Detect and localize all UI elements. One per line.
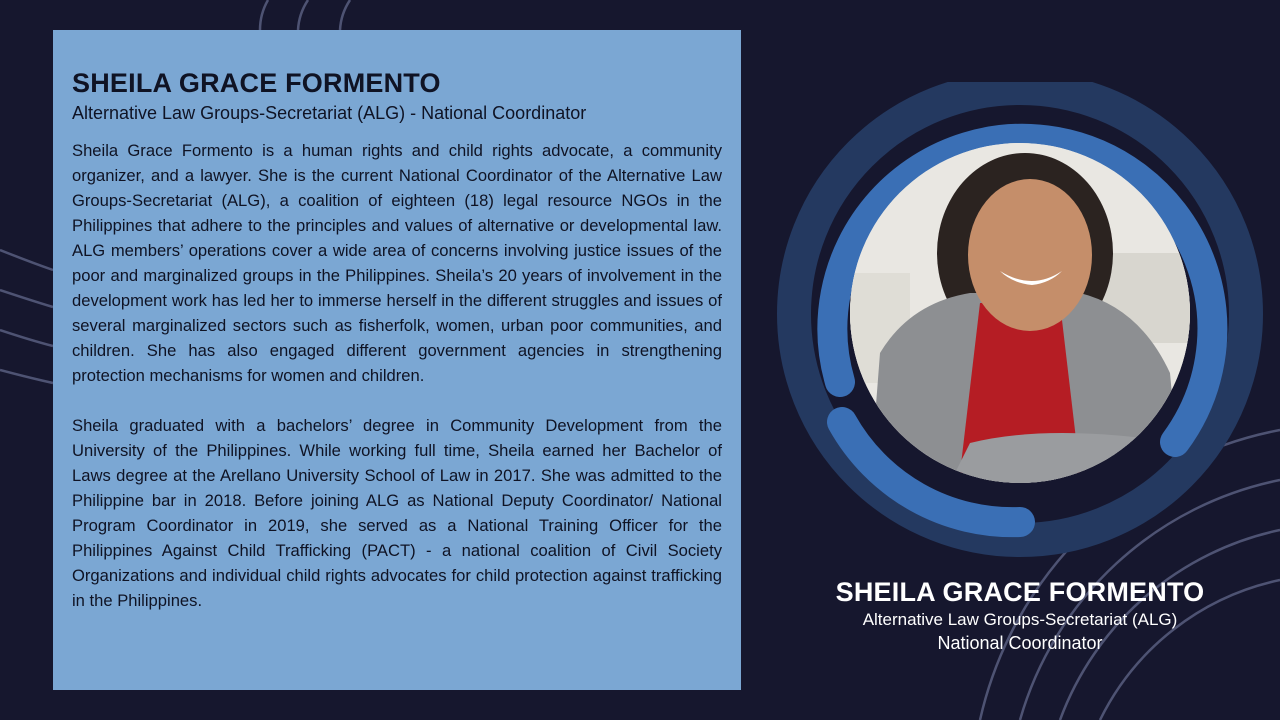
caption-role: National Coordinator — [937, 633, 1103, 653]
caption — [820, 575, 1220, 655]
bio-paragraph-1: Sheila Grace Formento is a human rights and child rights advocate, a community organizer, and a lawyer. She is the current National Coordinator of the Alternative Law Groups-Secretariat (ALG), a coalition of eighteen (18) legal resource NGOs in the Philippines that adhere to the principles and values of alternative or developmental law. ALG members’ operations cover a wide area of concerns involving justice issues of the poor and marginalized groups in the Philippines. Sheila’s 20 years of involvement in the development work has led her to immerse herself in the different struggles and issues of several marginalized sectors such as fisherfolk, women, urban poor communities, and children. She has also engaged different government agencies in strengthening protection mechanisms for women and children. — [72, 141, 722, 385]
bio-card — [53, 30, 741, 690]
profile-photo — [850, 143, 1190, 483]
person-portrait-icon — [850, 143, 1190, 483]
bio-name: SHEILA GRACE FORMENTO — [72, 68, 441, 98]
caption-organization: Alternative Law Groups-Secretariat (ALG) — [862, 610, 1178, 629]
bio-role: Alternative Law Groups-Secretariat (ALG) - National Coordinator — [72, 103, 587, 123]
caption-name: SHEILA GRACE FORMENTO — [835, 577, 1205, 607]
bio-paragraph-2: Sheila graduated with a bachelors’ degree in Community Development from the University of the Philippines. While working full time, Sheila earned her Bachelor of Laws degree at the Arellano University School of Law in 2017. She was admitted to the Philippine bar in 2018. Before joining ALG as National Deputy Coordinator/ National Program Coordinator in 2019, she served as a National Training Officer for the Philippines Against Child Trafficking (PACT) - a national coalition of Civil Society Organizations and individual child rights advocates for child protection against trafficking in the Philippines. — [72, 416, 722, 610]
